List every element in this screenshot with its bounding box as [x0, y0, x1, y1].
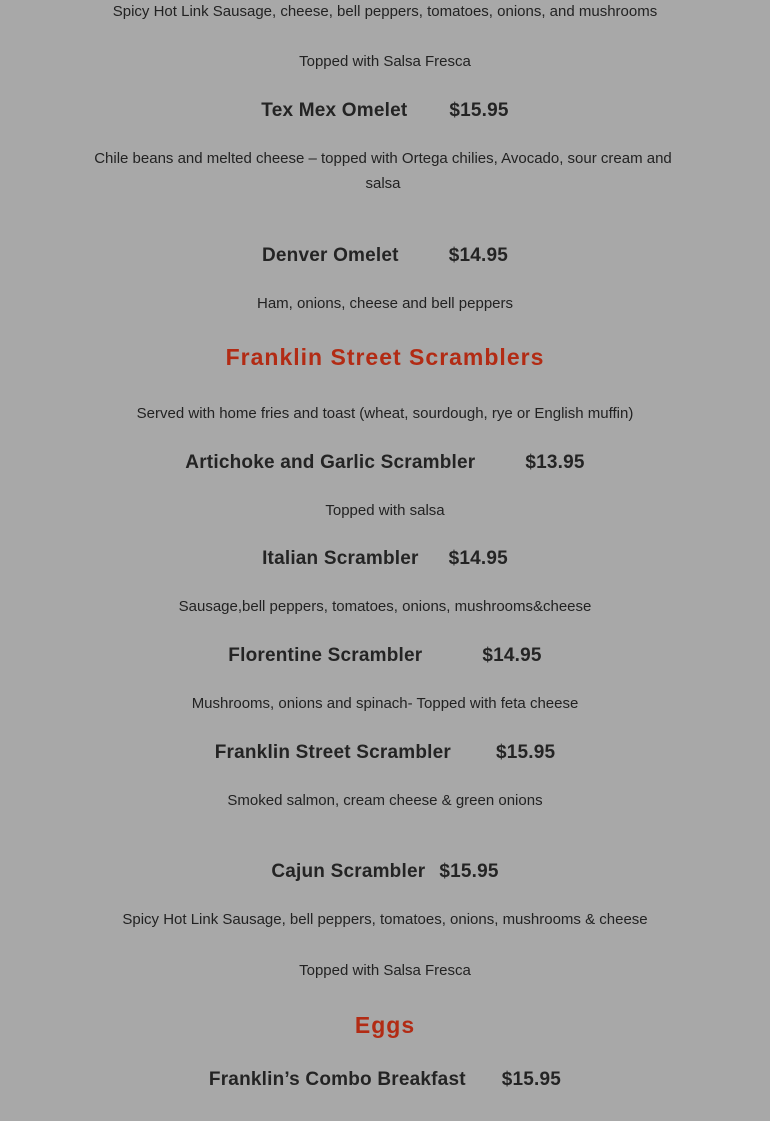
- item-description: Topped with Salsa Fresca: [299, 53, 471, 70]
- item-price: $15.95: [449, 100, 509, 121]
- menu-item-denver-omelet: [0, 244, 770, 268]
- item-name: Tex Mex Omelet: [261, 100, 408, 121]
- item-description: Spicy Hot Link Sausage, bell peppers, tomatoes, onions, mushrooms & cheese: [122, 911, 648, 928]
- item-price: $15.95: [439, 861, 499, 882]
- item-price: $14.95: [448, 548, 508, 569]
- item-price: $15.95: [495, 742, 556, 763]
- item-description: Sausage,bell peppers, tomatoes, onions, mushrooms&cheese: [178, 598, 592, 615]
- menu-item-italian-scrambler: [0, 547, 770, 571]
- item-description: Topped with salsa: [325, 502, 445, 519]
- section-heading-scramblers: Franklin Street Scramblers: [225, 344, 545, 370]
- item-price: $14.95: [482, 645, 542, 666]
- menu-item-artichoke-scrambler: [0, 451, 770, 475]
- item-name: Franklin Street Scrambler: [214, 742, 451, 763]
- item-name: Artichoke and Garlic Scrambler: [185, 452, 476, 473]
- item-name: Florentine Scrambler: [228, 645, 423, 666]
- item-description: Ham, onions, cheese and bell peppers: [257, 295, 513, 312]
- item-name: Italian Scrambler: [262, 548, 419, 569]
- section-intro: Served with home fries and toast (wheat, sourdough, rye or English muffin): [136, 405, 634, 422]
- item-description: Mushrooms, onions and spinach- Topped with feta cheese: [191, 695, 579, 712]
- section-heading-eggs: Eggs: [354, 1012, 416, 1038]
- menu-item-tex-mex-omelet: [0, 99, 770, 123]
- item-description: Chile beans and melted cheese – topped with Ortega chilies, Avocado, sour cream and salsa: [94, 150, 672, 192]
- item-name: Denver Omelet: [261, 245, 399, 266]
- item-description: Spicy Hot Link Sausage, cheese, bell peppers, tomatoes, onions, and mushrooms: [112, 3, 658, 20]
- item-price: $13.95: [525, 452, 585, 473]
- menu-item-combo-breakfast: [0, 1068, 770, 1092]
- menu-item-cajun-scrambler: [0, 860, 770, 884]
- item-name: Cajun Scrambler: [271, 861, 426, 882]
- menu-item-florentine-scrambler: [0, 644, 770, 668]
- item-description: Smoked salmon, cream cheese & green onions: [227, 792, 543, 809]
- item-description: Topped with Salsa Fresca: [299, 962, 471, 979]
- item-price: $14.95: [448, 245, 509, 266]
- item-price: $15.95: [501, 1069, 562, 1090]
- item-name: Franklin’s Combo Breakfast: [208, 1069, 466, 1090]
- menu-item-franklin-street-scrambler: [0, 741, 770, 765]
